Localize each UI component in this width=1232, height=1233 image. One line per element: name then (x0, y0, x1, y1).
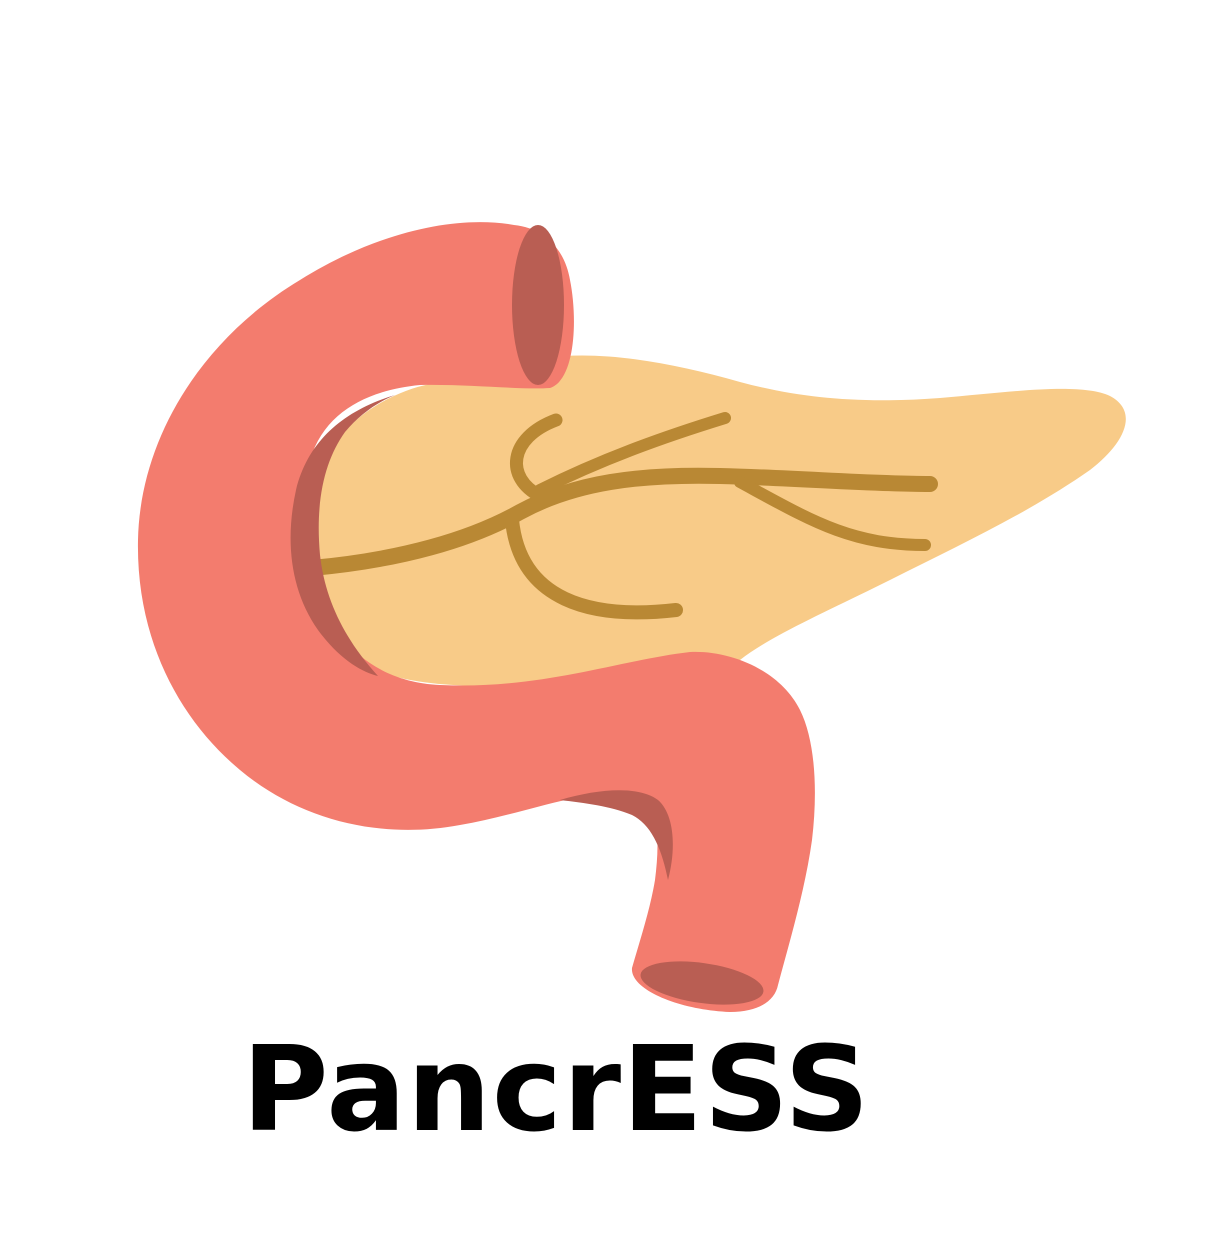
duodenum-upper-opening (512, 225, 564, 385)
pancreas-body (307, 355, 1126, 686)
logo-wordmark: PancrESS (242, 1020, 871, 1158)
duodenum-bend-shadow (560, 790, 673, 880)
